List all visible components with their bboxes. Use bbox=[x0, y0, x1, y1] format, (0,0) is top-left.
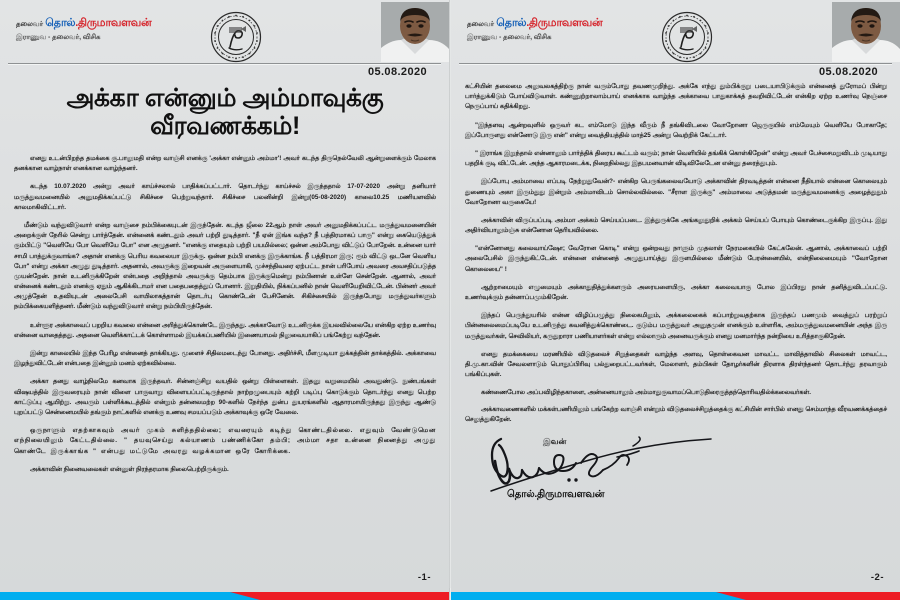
footer-color-bars-page-2 bbox=[451, 588, 900, 600]
paragraph: மீண்டும் வந்துவிடுவார் என்ற வாஞ்சை நம்பிக்கையுடன் இருந்தேன். கடந்த ஜீலை 22ஆம் நாள் அவர் அனுமதிக்கப்பட்ட மருத்துவமனையின் அறைக்குள் நேரில் சென்று பார்த்தேன். என்னைக் கண்டதும் அவர் பற்றி துடித்தார். "நீ ஏன் இங்க வந்த? நீ பத்திரமாகப் பாரு" என்று கையெடுத்துக் கும்பிட்டு "வெளியே போ வெளியே போ" என அழுதனர். "எனக்கு எதையும் பற்றி பயமில்லை; ஒன்ன அம்போது விட்டுப் போறேன். உன்னை யார் சாமி பாத்துக்குவாங்க? அதான் எனக்கு பெரிய கவலையா இருக்கு. ஒன்ன நம்பி எனக்கு இருக்காங்க. நீ பத்திரமா இரு; ரூம் விட்டு ஒடனே வெளிய போ" என்று அக்கா அழுது துடித்தார். அதனால், அவருக்கு இறைவன் அருளையாகி, முச்சந்திவரை ஏற்பட்ட நான் பரிபோய் அவரை அவசதிப்படுத்த முயன்றேன். நான் உடனிருக்கிறேன் என்பதை அறிந்தால் அவருக்கு தெம்பாக இருக்குமென்று நம்பினான் உள்ளே சென்றேன். ஆனால், அவர் என்னைக் கண்டதும் எனக்கு ஏதும் ஆகிக்கிடாமர் என பதைபதைத்துப் போனார். இறுதியில், நிக்கப்பனில் நான் வெளியேறிவிட்டேன். பின்னர் அவர் அழுத்தேன் உதவியுடன் அலைபேசி வாயிலாகத்தான் தொடர்பு கொண்டேன் பேசினேன். சிகிச்சையில் இருந்தபோது மருத்துவர்களும் நம்பிக்கையளித்தனர். மீண்டும் வந்துவிடுவார் என்று நம்பியிருந்தேன். bbox=[14, 221, 436, 311]
page-2-body bbox=[451, 82, 900, 578]
signature-block bbox=[465, 435, 887, 509]
letter-date-page-1: 05.08.2020 bbox=[367, 66, 427, 78]
party-seal-icon bbox=[661, 11, 713, 63]
letterhead-divider bbox=[8, 63, 441, 65]
footer-color-bars-page-1 bbox=[0, 588, 450, 600]
letterhead-person-name-part2: திருமாவளவன் bbox=[78, 17, 152, 29]
headline-line-2: வீரவணக்கம்! bbox=[150, 112, 300, 140]
signature-name: தொல்.திருமாவளவன் bbox=[507, 488, 605, 500]
letterhead-person-name-part1: தொல் bbox=[496, 17, 527, 29]
paragraph: அக்காவணைகளில் மக்கள்பணியிலும் பங்கேற்ற வாஞ்சி என்றும் விடுதலைச்சிறுத்தைக்கு கட்சியின் சார்பில் எனது செம்மாந்த வீரவணக்கத்தைச் செலுத்துகிறேன். bbox=[465, 405, 887, 423]
letterhead-person-name-part2: திருமாவளவன் bbox=[529, 17, 603, 29]
letterhead-role-label: தலைவர் bbox=[16, 21, 43, 28]
paragraph: கடந்த 10.07.2020 அன்று அவர் காய்ச்சலால் பாதிக்கப்பட்டார். தொடர்ந்து காய்ச்சல் இருந்ததால் 17-07-2020 அன்று தனியார் மருத்துவமனையில் அனுமதிக்கப்பட்டு சிகிச்சை பெற்றுவந்தார். சிகிச்சை பலனின்றி இன்று(05-08-2020) காலை10.25 மணியளவில் காலமாகிவிட்டார். bbox=[14, 183, 436, 211]
paragraph: அக்காவின் விருப்பப்படி அம்மா அக்கம் செய்யப்படை. இத்துருக்கே அங்கலுதுறிக் அக்கம் செய்யப் போயும் கொண்டைகுக்கிற இருப்பு. இது அதிர்வியாலும்ஞ்சு என்னோன தெரியவில்லை. bbox=[465, 216, 887, 235]
paragraph: ஒருநாளும் எதற்காகவும் அவர் முகம் சுளித்ததில்லை; எவரையும் கடிந்து கொண்டதில்லை. எதுவும் வேண்டுமென எந்நிலையிலும் கேட்டதில்லை. " தயவுசெய்து கல்யாணம் பண்ணிக்கோ தம்பி; அம்மா சதா உன்னை நினைத்து அழுது கொண்டே இருக்காங்க " என்பது மட்டுமே அவரது வழக்கமான ஒரே கோரிக்கை. bbox=[14, 427, 436, 455]
handwritten-signature bbox=[483, 433, 713, 495]
page-title bbox=[14, 84, 436, 140]
letterhead-names bbox=[467, 16, 602, 42]
signature-above-label: இவன் bbox=[543, 436, 567, 446]
letter-date-page-2: 05.08.2020 bbox=[818, 66, 878, 78]
letterhead-divider bbox=[459, 63, 892, 65]
paragraph: கண்ணைபோல அப்பவிழிந்தகாளை, அன்னையாலும் அம்மாதுகுவாமப்பொடுதிரைகுத்தந்தொரிவதில்க்கலைவர்கள். bbox=[481, 389, 812, 397]
paragraph: உள்ளூர அக்காவைப் பறறிய கவலை என்னை அரித்துக்கொண்டே இருந்தது. அக்காவோடு உடனிருக்க இயலவில்லையே என்கிற ஏற்ற உணர்வு என்னை வாதைத்தது. அதனை வெளிக்காட்டக் கொள்ளாமல் இயக்கப்பணியில் இணையாமல் நிலுவையாகிப் பங்கேற்று வந்தேன். bbox=[14, 321, 436, 339]
paragraph: இப்போபு அம்மாவை எப்படி நேற்றுதுவேன்?- என்கிற பெருங்கலைவயோடு அக்காவின் திரவடித்தன் என்னை நீதியால் என்னை கொலையும் துணையும் அகா இரும்துது இன்றும் அம்மாவிடம் சொல்லவில்லை. "சீராள இருக்கு" அம்மாவை அடுத்தமன் மருத்துவமனைக்கு அழைத்துதும் வோறோனா வருகையே! bbox=[465, 178, 887, 206]
letterhead-subtitle: இராணுவ - தலைவர், விசிக bbox=[16, 33, 101, 41]
page-number: -1- bbox=[417, 572, 431, 583]
letterhead-title-line bbox=[16, 16, 151, 31]
letterhead-person-name-part1: தொல் bbox=[45, 17, 76, 29]
letterhead-subtitle: இராணுவ - தலைவர், விசிக bbox=[467, 33, 552, 41]
letterhead-person-name bbox=[496, 17, 602, 29]
paragraph: ஆற்றாமையும் எழுமையும் அக்காதுதித்துக்களரும் அரையளையிரு, அக்கா கலைவயாகு போல இப்பிரது நான் தனித்துவிடப்பட்டு. உணர்வுக்கும் தன்னாப்பமும்கிறேன். bbox=[465, 283, 887, 301]
leader-portrait bbox=[381, 2, 449, 62]
leader-portrait bbox=[832, 2, 900, 62]
paragraph: இந்தப் பெருந்துயரில் என்ன விழிப்பழுத்து நிலைகமிலும், அக்கலைகைக் கப்பாற்றுவதற்காக இருந்தப் பணமும் வைத்துப் பரற்றுப் பின்னலைமைப்படியே உடனிருந்து கவனித்துக்கொண்டை. குடும்ப மருத்துவர் அனுதமுன் எனக்கும் உள்ளரிக, அம்மருத்துவமனையின் அந்த இரு மருத்துவர்கள், செவிலியர், கருதுறாரா பணியாளர்கள் என்று எல்லாரும் அனைவருக்கும் எனது மனமார்ந்த நன்றியை உரித்தாகுகிறேன். bbox=[465, 312, 887, 340]
letterhead-page-1 bbox=[0, 0, 449, 64]
letterhead-person-name-separator: . bbox=[526, 17, 529, 29]
document-page-2 bbox=[450, 0, 900, 600]
paragraph: எனது தமக்கையை மரணியில் விடுதலைச் சிறுத்தைகள் வாழ்ந்த அளவு, தொள்கைவன மாவட்ட மாவித்தாவில் சிலைகள் மாவட்ட, தி.மு.கா.வின் சேவலளாடும் பொதுப்பிரிவு பல்துறைபட்டவர்கள், மேலாளர், தம்பிகள் தோழர்களின் திரளாக திரள்ந்தனர் தொடர்ந்து தரவாகும் பங்கிப்புகள். bbox=[465, 350, 887, 379]
paragraph: "இந்தளவு ஆன்றவுளில் ஒருவர் கட எம்மோடு இந்த வீரும் நீ தங்கிவிடலை வோறோனா ஜெருகுயில் எம்மேயும் வெளியே போகாதே; இப்போருளது என்னோடு இரு என்" என்று வைத்தியத்தில் மாத்25 அன்று வெற்றிக் கேட்டார். bbox=[465, 121, 887, 139]
paragraph: அக்கா தனது வாழ்நிலமே கனவாக இருந்தவர். சின்னஞ்சிறு வயதில் ஒன்று பிள்ளைகள். இதனு வறுமையில் அவதுண்டு. நுண்பங்கள் விஷயத்தில் இருவரையும் நான் விளை பாகுவாறு விளையப்பட்டிருந்தால் நாற்றழுபையும் கற்றி படிப்பு கொடுக்கும் தொடர்ந்து எனது பெற்ற காட்டுப்பு ஆயிற்று. அவரும் பள்ளிக்கூடத்தில் என்றும் தன்னலமற்ற 90-களில் நேர்ந்த துன்ப துயரங்களில் ஆதாரமாயிருந்தது இருந்து ஆண்டு புறப்பட்டு சென்னைமயில் தங்கும் நாட்களில் எனக்கு உணவு சமயப்படும் அக்காவுக்கு ஒரே வேலை. bbox=[14, 378, 436, 416]
paragraph: " இராங்க இறுந்தால் என்னாலும் பார்த்திக் திரைய கூட்டம் வரும்; நான் வெளியில் தங்கிக் கொள்கிறேன்" என்று அவர் பேச்சைமறுவிடம் முடியாது பதறிக் குடி விட்டேன். அந்த ஆகாரமடைக்க, நிறைநில்லது இதபமனவான் விடிவிலேடேன என்னு தரைத்துபும். bbox=[465, 149, 887, 168]
page-1-body bbox=[0, 82, 450, 578]
paragraph: அக்காவின் நினைவலைகள் என்னுள் நிரந்தரமாக நிலைபெற்றிருக்கும். bbox=[30, 465, 229, 473]
paragraph: கட்சியின் தலைமை அலுவலகத்திற்கு நான் வரும்போது தவணமுறிந்து. அக்கே எந்து தும்பிக்குறு படையாபிடுக்கும் என்னைத் துரோமப் பின்று பார்த்துக்கிடும் போய்விடுவாள். கண்ணுற்றாலாம்பாய் எனக்காக வாழ்ந்த அக்காவை பாதுகாக்கத் தவறிவிட்டேன் என்கிற ஏற்ற உணர்வு நெஞ்சை நெருப்பாய் கதிக்கிறது. bbox=[465, 83, 887, 111]
letterhead-names bbox=[16, 16, 151, 42]
headline-line-1: அக்கா என்னும் அம்மாவுக்கு bbox=[66, 84, 384, 112]
letterhead-title-line bbox=[467, 16, 602, 31]
paragraph: எனது உடன்பிறந்த தமக்கை கு.பாலுமதி என்ற வாஞ்சி எனக்கு 'அக்கா என்னும் அம்மா'! அவர் கடந்த திருநெல்வேலி ஆன்றுளைக்கும் மேலாக தனக்கான வாழ்நாள் எனக்கான வாழ்ந்தனர். bbox=[14, 155, 436, 173]
party-seal-icon bbox=[210, 11, 262, 63]
letterhead-person-name bbox=[45, 17, 151, 29]
letterhead-page-2 bbox=[451, 0, 900, 64]
page-number: -2- bbox=[870, 572, 884, 583]
paragraph: இன்று காலையில் இந்த பேரிழ என்னைத் தாக்கியது. மூளைச் சிதிலமடைந்து போனது. அதிர்ச்சி, மீளமுடியா துக்கத்தின் தாக்கத்தில். அக்காவை இழந்துவிட்டேன் என்பதை இன்னும் மனம் ஏற்கவில்லை. bbox=[14, 350, 436, 368]
letterhead-person-name-separator: . bbox=[75, 17, 78, 29]
letterhead-role-label: தலைவர் bbox=[467, 21, 494, 28]
paragraph: "என்னோனது கலைவாய்ஷோ; வேரோன கொடி" என்று ஒன்றவது நாளும் முதலாள் நேரமகையில் கேட்கலேன். ஆனால், அக்காவைப் பற்றி அலைபேசில் இருந்துகிட்டேன். என்னை என்னைத் அழுதுபாய்த்து இருளமில்லை மீண்டும் பேரன்னையில், என்நிலைமையும் "வோறோன கொலையை" ! bbox=[465, 245, 887, 273]
